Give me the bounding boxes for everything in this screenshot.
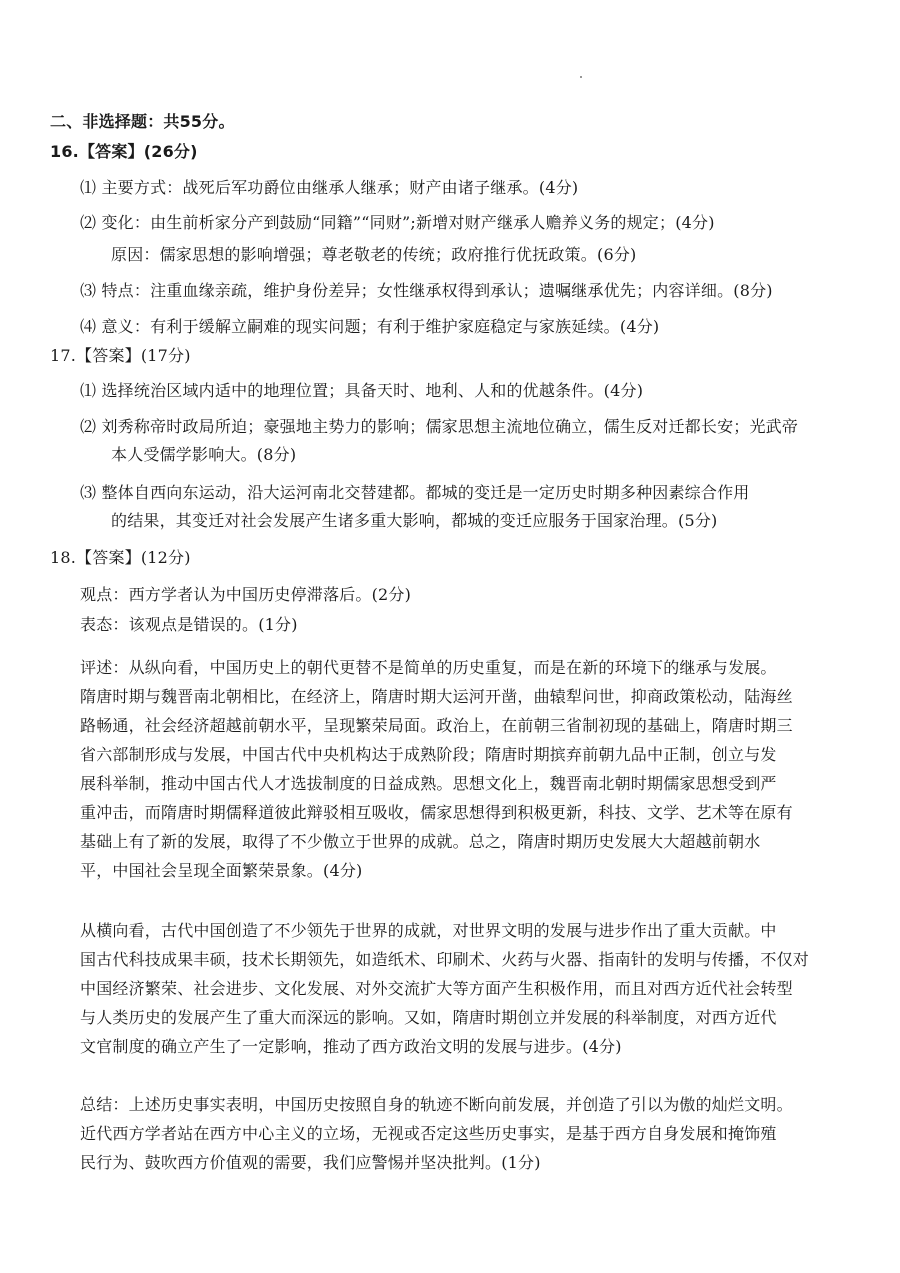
q16-part2-change: ⑵ 变化：由生前析家分产到鼓励“同籍”“同财”;新增对财产继承人赡养义务的规定；(4分) xyxy=(80,213,715,232)
q18-stance: 表态：该观点是错误的。(1分) xyxy=(80,615,298,634)
q18-title: 18.【答案】(12分) xyxy=(50,548,191,567)
q16-part3: ⑶ 特点：注重血缘亲疏，维护身份差异；女性继承权得到承认；遗嘱继承优先；内容详细。(8分) xyxy=(80,281,773,300)
q18-review-line: 隋唐时期与魏晋南北朝相比，在经济上，隋唐时期大运河开凿，曲辕犁问世，抑商政策松动，陆海丝 xyxy=(80,687,793,706)
q18-review-line: 路畅通，社会经济超越前朝水平，呈现繁荣局面。政治上，在前朝三省制初现的基础上，隋唐时期三 xyxy=(80,716,793,735)
q18-review-line: 基础上有了新的发展，取得了不少傲立于世界的成就。总之，隋唐时期历史发展大大超越前朝水 xyxy=(80,832,761,851)
q18-review-line: 评述：从纵向看，中国历史上的朝代更替不是简单的历史重复，而是在新的环境下的继承与发展。 xyxy=(80,658,777,677)
q18-review-line: 省六部制形成与发展，中国古代中央机构达于成熟阶段；隋唐时期摈弃前朝九品中正制，创立与发 xyxy=(80,745,777,764)
q18-horizontal-line: 国古代科技成果丰硕，技术长期领先，如造纸术、印刷术、火药与火器、指南针的发明与传播，不仅对 xyxy=(80,950,810,969)
q18-summary-line: 近代西方学者站在西方中心主义的立场，无视或否定这些历史事实，是基于西方自身发展和掩饰殖 xyxy=(80,1124,777,1143)
q18-review-line: 重冲击，而隋唐时期儒释道彼此辩驳相互吸收，儒家思想得到积极更新，科技、文学、艺术等在原有 xyxy=(80,803,793,822)
q17-part3-line1: ⑶ 整体自西向东运动，沿大运河南北交替建都。都城的变迁是一定历史时期多种因素综合作用 xyxy=(80,483,750,502)
q18-review-line: 平，中国社会呈现全面繁荣景象。(4分) xyxy=(80,861,363,880)
q17-title: 17.【答案】(17分) xyxy=(50,346,191,365)
q17-part2-line1: ⑵ 刘秀称帝时政局所迫；豪强地主势力的影响；儒家思想主流地位确立，儒生反对迁都长安；光武帝 xyxy=(80,417,799,436)
q18-review-line: 展科举制，推动中国古代人才选拔制度的日益成熟。思想文化上，魏晋南北朝时期儒家思想受到严 xyxy=(80,774,777,793)
q17-part1: ⑴ 选择统治区域内适中的地理位置；具备天时、地利、人和的优越条件。(4分) xyxy=(80,381,644,400)
q16-part1: ⑴ 主要方式：战死后军功爵位由继承人继承；财产由诸子继承。(4分) xyxy=(80,178,579,197)
q18-horizontal-line: 文官制度的确立产生了一定影响，推动了西方政治文明的发展与进步。(4分) xyxy=(80,1037,622,1056)
q18-view: 观点：西方学者认为中国历史停滞落后。(2分) xyxy=(80,585,412,604)
q18-horizontal-line: 从横向看，古代中国创造了不少领先于世界的成就，对世界文明的发展与进步作出了重大贡献。中 xyxy=(80,921,777,940)
scan-speck xyxy=(580,76,582,78)
q17-part3-line2: 的结果，其变迁对社会发展产生诸多重大影响，都城的变迁应服务于国家治理。(5分) xyxy=(111,511,718,530)
q18-summary-line: 总结：上述历史事实表明，中国历史按照自身的轨迹不断向前发展，并创造了引以为傲的灿烂文明。 xyxy=(80,1095,793,1114)
q18-horizontal-line: 与人类历史的发展产生了重大而深远的影响。又如，隋唐时期创立并发展的科举制度，对西方近代 xyxy=(80,1008,777,1027)
q18-summary-line: 民行为、鼓吹西方价值观的需要，我们应警惕并坚决批判。(1分) xyxy=(80,1153,541,1172)
q16-part2-reason: 原因：儒家思想的影响增强；尊老敬老的传统；政府推行优抚政策。(6分) xyxy=(111,245,637,264)
section-heading: 二、非选择题：共55分。 xyxy=(50,112,235,131)
q18-horizontal-line: 中国经济繁荣、社会进步、文化发展、对外交流扩大等方面产生积极作用，而且对西方近代社会转型 xyxy=(80,979,793,998)
q16-title: 16.【答案】(26分) xyxy=(50,142,198,161)
q17-part2-line2: 本人受儒学影响大。(8分) xyxy=(111,445,297,464)
q16-part4: ⑷ 意义：有利于缓解立嗣难的现实问题；有利于维护家庭稳定与家族延续。(4分) xyxy=(80,317,660,336)
